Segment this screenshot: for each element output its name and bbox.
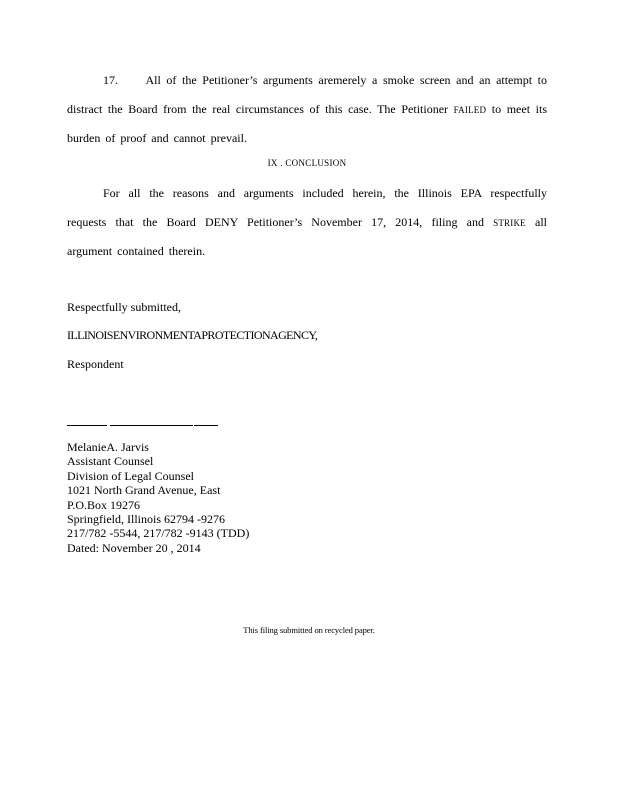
paragraph-number: 17. [103, 73, 118, 87]
signature-line [194, 425, 218, 426]
date-line: Dated: November 20 , 2014 [67, 540, 201, 555]
conclusion-paragraph [67, 179, 547, 266]
signature-block [67, 440, 249, 555]
agency-name: ILLINOISENVIRONMENTAPROTECTIONAGENCY, [67, 328, 318, 342]
conclusion-text-part2: all argument contained therein. [67, 214, 548, 258]
paragraph-17 [67, 66, 547, 153]
counsel-division: Division of Legal Counsel [67, 468, 194, 483]
paragraph-17-text-part2: to meet its burden of proof and cannot prevail. [67, 101, 547, 145]
address-street: 1021 North Grand Avenue, East [67, 483, 221, 498]
signature-line [110, 425, 193, 426]
recycled-paper-footer: This filing submitted on recycled paper. [243, 625, 375, 635]
counsel-title: Assistant Counsel [67, 454, 154, 469]
conclusion-text-part1: For all the reasons and arguments included herein, the Illinois EPA respectfully requests that the Board DENY Petitioner’s November 17, 2014, filing and [67, 186, 547, 229]
counsel-name: MelanieA. Jarvis [67, 440, 149, 454]
strike-emphasis: STRIKE [493, 217, 526, 228]
address-po-box: P.O.Box 19276 [67, 497, 141, 512]
address-city: Springfield, Illinois 62794 -9276 [67, 512, 225, 527]
signature-line [67, 425, 107, 426]
section-heading-conclusion: IX . CONCLUSION [267, 158, 347, 168]
failed-emphasis: FAILED [453, 104, 487, 115]
respondent-label: Respondent [67, 357, 124, 371]
closing-salutation: Respectfully submitted, [67, 300, 181, 314]
paragraph-17-text-part1: All of the Petitioner’s arguments aremerely a smoke screen and an attempt to distract the Board from the real circumstances of this case. The Petitioner [67, 73, 548, 116]
phone-numbers: 217/782 -5544, 217/782 -9143 (TDD) [67, 526, 250, 541]
